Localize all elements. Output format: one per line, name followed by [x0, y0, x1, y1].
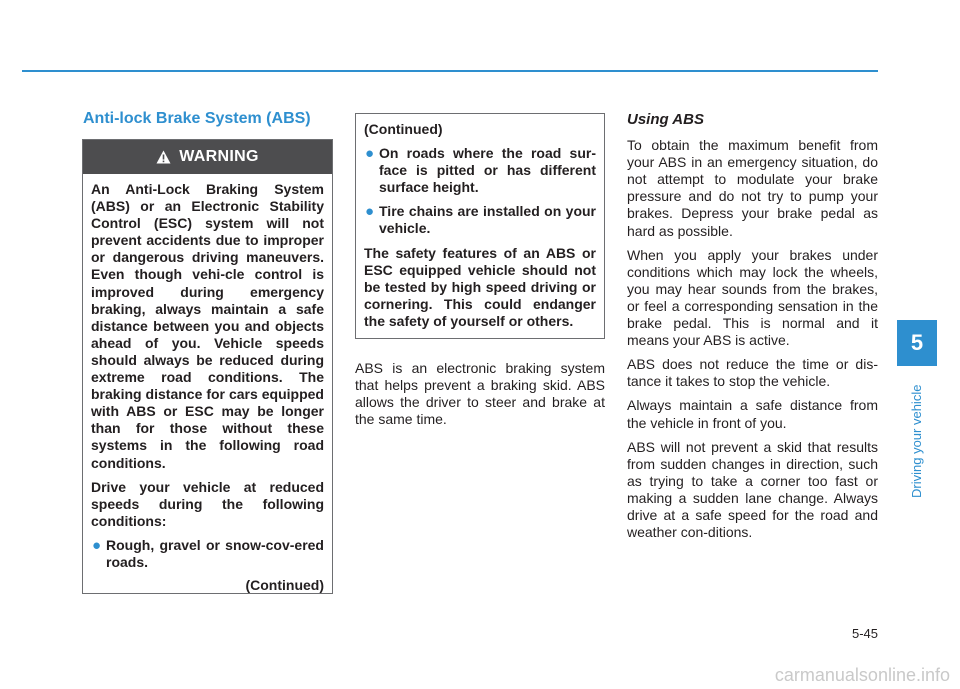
intro-paragraph: ABS is an electronic braking system that helps prevent a braking skid. ABS allows the driver to steer and brake at the same time. — [355, 360, 605, 428]
continued-label: (Continued) — [245, 577, 324, 594]
using-abs-heading: Using ABS — [627, 111, 704, 128]
body-paragraph: When you apply your brakes under conditions which may lock the wheels, you may hear sounds from the brakes, or feel a corresponding sensation in the brake pedal. This is normal and it means your ABS is active. — [627, 246, 878, 349]
body-paragraph: Always maintain a safe distance from the vehicle in front of you. — [627, 397, 878, 431]
page-number: 5-45 — [851, 626, 878, 641]
body-paragraph: ABS will not prevent a skid that results from sudden changes in direction, such as trying to take a corner too fast or making a sudden lane change. Always drive at a safe speed for the road and weather con-ditions. — [627, 438, 878, 541]
bullet-dot-icon: ● — [365, 203, 375, 221]
warning-box — [82, 139, 333, 594]
using-abs-column — [627, 111, 878, 541]
warning-label: WARNING — [179, 148, 259, 165]
chapter-label: Driving your vehicle — [909, 384, 924, 498]
bullet-dot-icon: ● — [92, 536, 102, 554]
warning-paragraph: An Anti-Lock Braking System (ABS) or an Electronic Stability Control (ESC) system will not prevent accidents due to improper or dangerous driving maneuvers. Even though vehi-cle control is improved during emergency braking, always maintain a safe distance between you and objects ahead of you. Vehicle speeds should always be reduced during extreme road conditions. The braking distance for cars equipped with ABS or ESC may be longer than for those without these systems in the following road conditions. — [91, 181, 324, 471]
bullet-dot-icon: ● — [365, 145, 375, 163]
body-paragraph: ABS does not reduce the time or dis-tance it takes to stop the vehicle. — [627, 356, 878, 390]
continued-paragraph: The safety features of an ABS or ESC equipped vehicle should not be tested by high speed driving or cornering. This could endanger the safety of yourself or others. — [364, 244, 596, 329]
section-title: Anti-lock Brake System (ABS) — [83, 110, 311, 127]
warning-header — [83, 140, 332, 174]
continued-warning-box — [355, 113, 605, 339]
warning-bullet: ● Rough, gravel or snow-cov-ered roads. — [92, 536, 324, 570]
body-paragraph: To obtain the maximum benefit from your ABS in an emergency situation, do not attempt to modulate your brake pressure and do not try to pump your brakes. Depress your brake pedal as hard as possible. — [627, 137, 878, 239]
watermark: carmanualsonline.info — [774, 665, 950, 685]
continued-heading: (Continued) — [364, 121, 443, 137]
header-rule — [22, 70, 878, 72]
intro-column — [355, 360, 605, 428]
continued-bullet: ● On roads where the road sur-face is pitted or has different surface height. — [365, 145, 596, 196]
chapter-number-tab: 5 — [897, 320, 937, 366]
warning-triangle-icon — [156, 150, 171, 164]
warning-paragraph: Drive your vehicle at reduced speeds during the following conditions: — [91, 478, 324, 529]
continued-bullet: ● Tire chains are installed on your vehicle. — [365, 203, 596, 237]
